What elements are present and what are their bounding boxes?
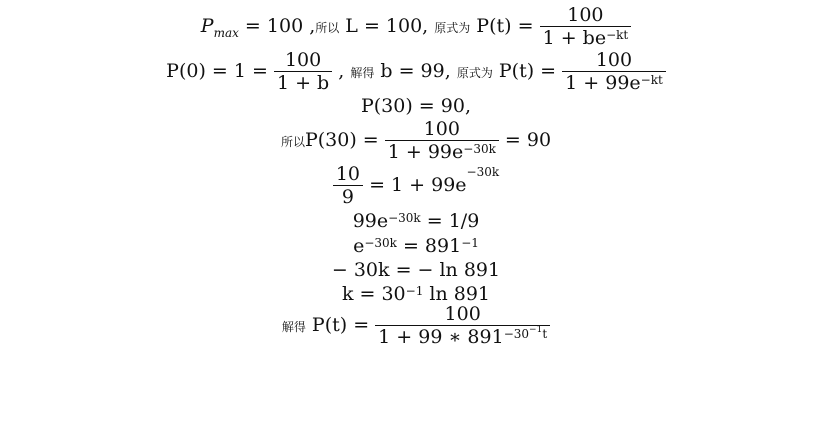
chinese-text: 原式为: [434, 21, 471, 35]
eq-text: = 1 + 99e: [363, 174, 467, 196]
fraction-denominator: 1 + b: [274, 71, 332, 94]
chinese-text: 解得: [281, 320, 306, 334]
exponent: −30k: [466, 165, 500, 179]
equation-line-7: [0, 235, 832, 257]
exponent: −30k: [364, 236, 397, 250]
exponent-text: t: [542, 327, 548, 341]
eq-text: = 1/9: [420, 210, 480, 232]
fraction: [562, 50, 666, 94]
den-text: 1 + 99 ∗ 891: [378, 326, 504, 348]
equation-line-1: [0, 5, 832, 49]
fraction-numerator: 100: [423, 118, 460, 140]
fraction: [333, 164, 363, 208]
exponent: −30k: [463, 142, 496, 156]
eq-text: ,: [332, 60, 351, 82]
eq-text: = 90: [498, 129, 552, 151]
fraction-numerator: 100: [444, 303, 481, 325]
equation-line-9: [0, 283, 832, 305]
den-text: 1 + 99e: [565, 72, 641, 94]
equation-line-8: [0, 259, 832, 281]
fraction-denominator: 9: [333, 185, 363, 208]
subscript-max: max: [213, 25, 239, 40]
equation-line-10: [0, 304, 832, 348]
exponent: −kt: [606, 28, 629, 42]
exponent: −30k: [388, 211, 421, 225]
exponent: −kt: [640, 73, 663, 87]
eq-text: 99e: [352, 210, 389, 232]
fraction-denominator: [562, 71, 666, 94]
symbol-p: P: [200, 15, 214, 37]
equation-line-2: [0, 50, 832, 94]
eq-text: P(t) =: [492, 60, 563, 82]
equation-line-3: [0, 95, 832, 117]
eq-text: P(t) =: [305, 314, 376, 336]
eq-text: b = 99,: [374, 60, 457, 82]
eq-text: P(30) =: [304, 129, 385, 151]
eq-text: P(0) = 1 =: [166, 60, 274, 82]
nested-exponent: −1: [529, 325, 543, 335]
fraction: [274, 50, 332, 94]
eq-text: − 30k = − ln 891: [331, 259, 501, 281]
eq-text: P(t) =: [470, 15, 540, 37]
eq-text: = 891: [396, 235, 462, 257]
eq-text: e: [353, 235, 365, 257]
fraction: [540, 5, 632, 49]
equation-line-6: [0, 210, 832, 232]
chinese-text: 原式为: [456, 66, 493, 80]
eq-text: = 100 ,: [238, 15, 316, 37]
equation-line-4: [0, 119, 832, 163]
den-text: 1 + be: [542, 27, 607, 49]
eq-text: k = 30: [341, 283, 406, 305]
exponent: [504, 327, 547, 341]
eq-text: P(30) = 90,: [360, 95, 471, 117]
den-text: 1 + 99e: [387, 141, 464, 163]
fraction-numerator: 10: [335, 163, 361, 185]
fraction-numerator: 100: [284, 49, 322, 71]
fraction-denominator: [375, 325, 550, 348]
fraction: [385, 119, 499, 163]
chinese-text: 所以: [280, 135, 305, 149]
exponent: −1: [405, 284, 424, 298]
exponent: −1: [461, 236, 479, 250]
fraction-numerator: 100: [595, 49, 633, 71]
eq-text: L = 100,: [339, 15, 435, 37]
chinese-text: 解得: [350, 66, 375, 80]
equation-line-5: [0, 164, 832, 208]
fraction: [375, 304, 550, 348]
fraction-denominator: [540, 26, 632, 49]
fraction-numerator: 100: [567, 4, 604, 26]
fraction-denominator: [385, 140, 499, 163]
chinese-text: 所以: [315, 21, 340, 35]
exponent-text: −30: [503, 327, 530, 341]
eq-text: ln 891: [423, 283, 491, 305]
